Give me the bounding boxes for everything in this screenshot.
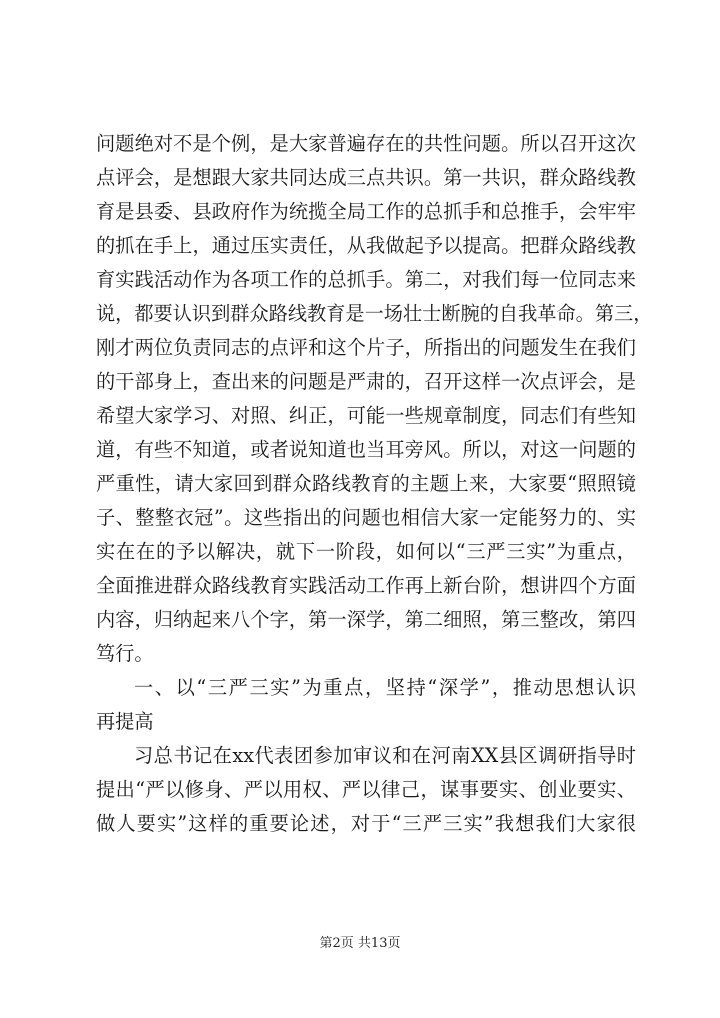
text-line: 做人要实”这样的重要论述，对于“三严三实”我想我们大家很	[96, 812, 636, 835]
paragraph-1	[96, 127, 653, 671]
section-heading-1	[96, 671, 636, 739]
heading-line: 再提高	[96, 710, 154, 733]
text-line: 的干部身上，查出来的问题是严肃的，召开这样一次点评会，是	[96, 370, 636, 393]
text-line: 实在在的予以解决，就下一阶段，如何以“三严三实”为重点，	[96, 540, 636, 563]
text-line: 育实践活动作为各项工作的总抓手。第二，对我们每一位同志来	[96, 268, 636, 291]
heading-line: 一、以“三严三实”为重点，坚持“深学”，推动思想认识	[134, 676, 636, 699]
paragraph-2	[96, 739, 636, 841]
text-line: 提出“严以修身、严以用权、严以律己，谋事要实、创业要实、	[96, 778, 636, 801]
page-number-footer: 第2页 共13页	[319, 936, 401, 951]
text-line: 点评会，是想跟大家共同达成三点共识。第一共识，群众路线教	[96, 166, 636, 189]
text-line: 说，都要认识到群众路线教育是一场壮士断腕的自我革命。第三，	[96, 302, 653, 325]
text-line: 内容，归纳起来八个字，第一深学，第二细照，第三整改，第四	[96, 608, 636, 631]
text-line: 全面推进群众路线教育实践活动工作再上新台阶，想讲四个方面	[96, 574, 636, 597]
text-line: 希望大家学习、对照、纠正，可能一些规章制度，同志们有些知	[96, 404, 636, 427]
text-line: 道，有些不知道，或者说知道也当耳旁风。所以，对这一问题的	[96, 438, 636, 461]
text-line: 子、整整衣冠”。这些指出的问题也相信大家一定能努力的、实	[96, 506, 636, 529]
text-line: 习总书记在xx代表团参加审议和在河南XX县区调研指导时	[134, 744, 636, 767]
text-line: 育是县委、县政府作为统揽全局工作的总抓手和总推手，会牢牢	[96, 200, 636, 223]
document-body	[96, 127, 653, 841]
text-line: 刚才两位负责同志的点评和这个片子，所指出的问题发生在我们	[96, 336, 636, 359]
text-line: 严重性，请大家回到群众路线教育的主题上来，大家要“照照镜	[96, 472, 636, 495]
text-line: 问题绝对不是个例，是大家普遍存在的共性问题。所以召开这次	[96, 132, 636, 155]
text-line: 的抓在手上，通过压实责任，从我做起予以提高。把群众路线教	[96, 234, 636, 257]
text-line: 笃行。	[96, 642, 154, 665]
